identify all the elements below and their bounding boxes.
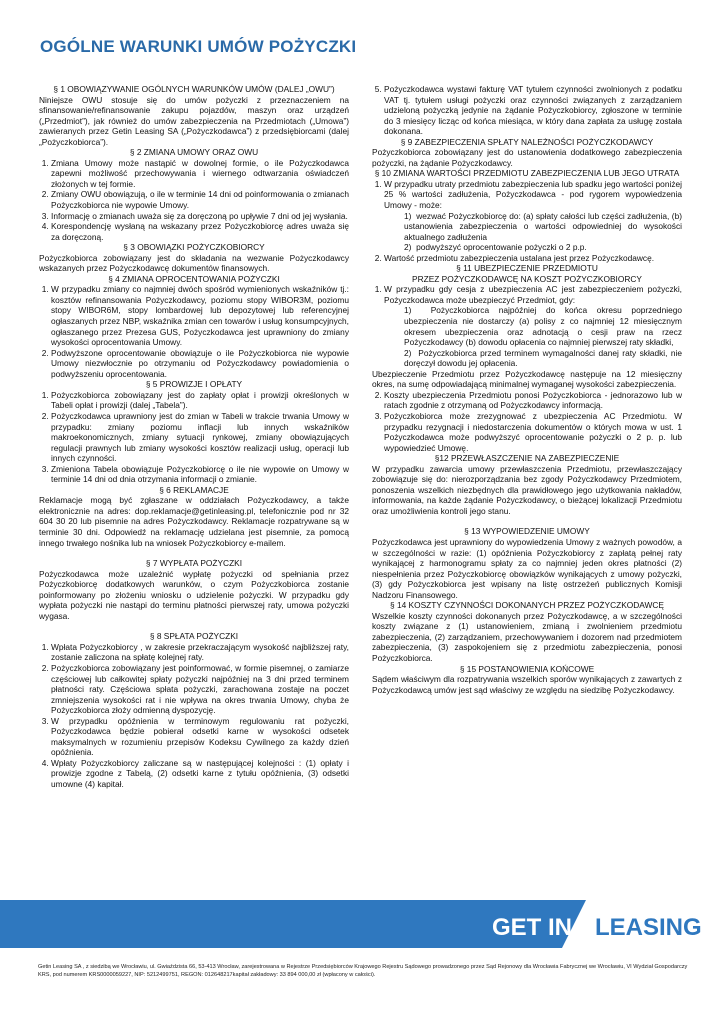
list-item: 2. Podwyższone oprocentowanie obowiązuje o ile Pożyczkobiorca nie wypowie Umowy niezwłocznie po otrzymaniu od Pożyczkodawcy powiadomienia o podwyższeniu oprocentowania. [51,348,349,380]
list-item: 5. Pożyczkodawca wystawi fakturę VAT tytułem czynności zwolnionych z podatku VAT tj. tytułem usługi pożyczki oraz czynności związanych z zarządzaniem udzieloną pożyczką jedynie na żądanie Pożyczkobiorcy, zgłoszone w terminie do 3 miesięcy licząc od końca miesiąca, w który dana zapłata za usługę została dokonana. [384,84,682,137]
list-item [384,284,682,368]
section-heading: § 1 OBOWIĄZYWANIE OGÓLNYCH WARUNKÓW UMÓW (DALEJ „OWU”) [53,84,335,94]
list-item: 1. Zmiana Umowy może nastąpić w dowolnej formie, o ile Pożyczkodawca zapewni możliwość przechowywania i wiernego odtwarzania oświadczeń złożonych w tej formie. [51,158,349,190]
numbered-list [39,284,349,379]
getin-leasing-logo [0,900,724,948]
section-heading: § 8 SPŁATA POŻYCZKI [149,631,239,642]
sub-list-item: 1) Pożyczkobiorca najpóźniej do końca okresu poprzedniego ubezpieczenia nie dostarczy (a) polisy z co najmniej 12 miesięcznym okresem ubezpieczenia oraz adnotacją o cesji praw na rzecz Pożyczkodawcy (b) dowodu opłacenia co najmniej pierwszej raty składki, [404,305,682,348]
brand-banner [0,900,724,948]
logo-text-get-in: GET IN [492,914,573,941]
section-heading: § 2 ZMIANA UMOWY ORAZ OWU [129,147,259,158]
numbered-list [372,390,682,453]
list-item: 3. W przypadku opóźnienia w terminowym regulowaniu rat pożyczki, Pożyczkodawca będzie pobierał odsetki karne w wysokości odsetek maksymalnych w rozumieniu przepisów Kodeksu Cywilnego za każdy dzień opóźnienia. [51,716,349,758]
list-item: 1. Pożyczkobiorca zobowiązany jest do zapłaty opłat i prowizji określonych w Tabeli opłat i prowizji (dalej „Tabela”). [51,390,349,411]
sub-list-item: 2) Pożyczkobiorca przed terminem wymagalności danej raty składki, nie doręczył dowodu jej opłacenia. [404,347,683,369]
list-item: 4. Wpłaty Pożyczkobiorcy zaliczane są w następującej kolejności : (1) opłaty i prowizje zgodne z Tabelą, (2) odsetki karne z tytułu opóźnienia, (3) odsetki umowne (4) kapitał. [51,758,349,790]
section-heading: § 10 ZMIANA WARTOŚCI PRZEDMIOTU ZABEZPIECZENIA LUB JEGO UTRATA [374,168,680,179]
list-item: 2. Koszty ubezpieczenia Przedmiotu ponosi Pożyczkobiorca - jednorazowo lub w ratach zgodnie z otrzymaną od Pożyczkodawcy informacją. [384,390,682,411]
section-heading: § 4 ZMIANA OPROCENTOWANIA POŻYCZKI [108,273,280,284]
list-item: 3. Informację o zmianach uważa się za doręczoną po upływie 7 dni od jej wysłania. [51,211,349,222]
sub-list [384,211,682,253]
list-item: 2. Zmiany OWU obowiązują, o ile w terminie 14 dni od poinformowania o zmianach Pożyczkobiorca nie wypowie Umowy. [51,189,349,210]
logo-text-leasing: LEASING [595,914,702,941]
list-item: 1. Wpłata Pożyczkobiorcy , w zakresie przekraczającym wysokość najbliższej raty, zostanie zaliczona na spłatę kolejnej raty. [51,642,349,663]
section-heading: § 15 POSTANOWIENIA KOŃCOWE [459,663,595,674]
section-heading: § 13 WYPOWIEDZENIE UMOWY [464,526,590,537]
sub-list-item: 2) podwyższyć oprocentowanie pożyczki o 2 p.p. [404,242,587,253]
numbered-list [372,179,682,263]
section-text: Ubezpieczenie Przedmiotu przez Pożyczkodawcę następuje na 12 miesięczny okres, na sumę odpowiadającą minimalnej wymaganej wysokości zabezpieczenia. [372,368,682,390]
section-heading: §12 PRZEWŁASZCZENIE NA ZABEZPIECZENIE [434,453,620,464]
right-column [372,84,682,695]
sub-list-item: 1) wezwać Pożyczkobiorcę do: (a) spłaty całości lub części zadłużenia, (b) ustanowienia zabezpieczenia o wartości odpowiedniej do wysokości aktualnego zadłużenia [404,210,682,242]
list-item: 2. Pożyczkodawca uprawniony jest do zmian w Tabeli w trakcie trwania Umowy w przypadku: zmiany poziomu inflacji lub innych wskaźników makroekonomicznych, zmiany sytuacji rynkowej, zmiany obowiązujących regulacji prawnych lub zmiany wysokości kosztów realizacji usług, operacji lub innych czynności. [51,411,349,464]
section-heading: § 6 REKLAMACJE [159,484,229,495]
section-text: Pożyczkodawca może uzależnić wypłatę pożyczki od spełniania przez Pożyczkobiorcę dodatkowych warunków, o czym Pożyczkobiorca zostanie poinformowany po złożeniu wniosku o udzielenie pożyczki. W przypadku gdy wypłata pożyczki nie nastąpi do terminu płatności pierwszej raty, umowa pożyczki wygasa. [39,568,349,621]
sub-list [384,305,682,368]
section-text: Niniejsze OWU stosuje się do umów pożyczki z przeznaczeniem na sfinansowanie/refinansowanie zakupu pojazdów, maszyn oraz urządzeń („Przedmiot”), jak również do umów zabezpieczenia na Przedmiotach („Umowa”) zawieranych przez Getin Leasing SA („Pożyczkodawca”) z przedsiębiorcami (dalej „Pożyczkobiorca”). [39,94,349,147]
section-text: Sądem właściwym dla rozpatrywania wszelkich sporów wynikających z zawartych z Pożyczkodawcą umów jest sąd właściwy ze względu na siedzibę Pożyczkodawcy. [372,674,682,695]
list-item-text: W przypadku gdy cesja z ubezpieczenia AC jest zabezpieczeniem pożyczki, Pożyczkodawca może ubezpieczyć Przedmiot, gdy: [384,284,682,305]
numbered-list [372,84,682,137]
section-heading: § 14 KOSZTY CZYNNOŚCI DOKONANYCH PRZEZ POŻYCZKODAWCĘ [390,600,664,611]
section-heading: § 3 OBOWIĄZKI POŻYCZKOBIORCY [123,242,265,253]
list-item-text: W przypadku utraty przedmiotu zabezpieczenia lub spadku jego wartości poniżej 25 % wartości zadłużenia, Pożyczkodawca - pod rygorem wypowiedzenia Umowy - może: [384,178,682,211]
section-heading: § 9 ZABEZPIECZENIA SPŁATY NALEŻNOŚCI POŻYCZKODAWCY [400,136,654,147]
section-text: W przypadku zawarcia umowy przewłaszczenia Przedmiotu, przewłaszczający zobowiązuje się do: nierozporządzania bez zgody Pożyczkodawcy Przedmiotem, ponoszenia wszelkich niezbędnych dla prawidłowego jego użytkowania nakładów, informowania, na każde żądanie Pożyczkodawcy, o bieżącej lokalizacji Przedmiotu oraz umożliwienia kontroli jego stanu. [372,463,682,516]
section-heading: § 5 PROWIZJE I OPŁATY [145,379,243,390]
list-item: 2. Pożyczkobiorca zobowiązany jest poinformować, w formie pisemnej, o zamiarze częściowej lub całkowitej spłaty pożyczki najpóźniej na 3 dni przed terminem płatności raty. Częściowa spłata pożyczki, zarachowana zostaje na poczet zmniejszenia wysokości rat i nie wpływa na okres trwania Umowy, chyba że Pożyczkobiorca złoży odmienną dyspozycję. [51,663,349,716]
list-item [384,179,682,253]
list-item: 1. W przypadku zmiany co najmniej dwóch spośród wymienionych wskaźników tj.: kosztów refinansowania Pożyczkodawcy, poziomu stopy WIBOR3M, poziomu stopy WIBOR6M, stopy lombardowej lub depozytowej lub referencyjnej ogłaszanych przez NBP, wskaźnika zmian cen towarów i usług konsumpcyjnych, ogłaszanego przez Prezesa GUS, Pożyczkodawca jest uprawniony do zmiany wysokości oprocentowania Umowy. [51,284,349,347]
left-column [39,84,349,790]
list-item: 3. Pożyczkobiorca może zrezygnować z ubezpieczenia AC Przedmiotu. W przypadku rezygnacji i niedostarczenia dokumentów o których mowa w ust. 1 Pożyczkodawca może podwyższyć oprocentowanie pożyczki o 2 p. p. lub wypowiedzieć Umowę. [384,411,682,453]
section-text: Wszelkie koszty czynności dokonanych przez Pożyczkodawcę, a w szczególności koszty związane z (1) ustanowieniem, zmianą i zwolnieniem przedmiotu zabezpieczenia, (2) zarządzaniem, przechowywaniem i dozorem nad przedmiotem zabezpieczenia, (3) zaspokojeniem się z przedmiotu zabezpieczenia, ponosi Pożyczkobiorca. [372,610,682,663]
section-subheading: PRZEZ POŻYCZKODAWCĘ NA KOSZT POŻYCZKOBIORCY [412,273,642,284]
section-heading: § 7 WYPŁATA POŻYCZKI [145,558,243,569]
numbered-list [39,158,349,242]
section-text: Pożyczkobiorca zobowiązany jest do ustanowienia dodatkowego zabezpieczenia pożyczki, na żądanie Pożyczkodawcy. [372,147,682,168]
section-text: Pożyczkodawca jest uprawniony do wypowiedzenia Umowy z ważnych powodów, a w szczególności w razie: (1) opóźnienia Pożyczkobiorcy z zapłatą pełnej raty wynikającej z harmonogramu spłaty za co najmniej jeden okres płatności (2) niespełnienia przez Pożyczkobiorcę obowiązków wynikających z umowy pożyczki, (3) gdy Pożyczkobiorca jest wpisany na listę ostrzeżeń publicznych Komisji Nadzoru Finansowego. [372,536,682,600]
section-text: Reklamacje mogą być zgłaszane w oddziałach Pożyczkodawcy, a także elektronicznie na adres: dop.reklamacje@getinleasing.pl, telefonicznie pod nr 32 604 30 20 lub pisemnie na adres Pożyczkodawcy. Reklamacje rozpatrywane są w terminie 30 dni. Odpowiedź na reklamację udzielana jest pisemnie, za pomocą innego trwałego nośnika lub na wniosek Pożyczkobiorcy e-mailem. [39,495,349,548]
company-footer: Getin Leasing SA , z siedzibą we Wrocławiu, ul. Gwiaździsta 66, 53-413 Wrocław, zarejestrowana w Rejestrze Przedsiębiorców Krajowego Rejestru Sądowego prowadzonego przez Sąd Rejonowy dla Wrocławia Fabrycznej we Wrocławiu, VI Wydział Gospodarczy KRS, pod numerem KRS0000059227, NIP: 5212499751, REGON: 012648217kapitał zakładowy: 33 894 000,00 zł (wpłacony w całości). [38,964,688,978]
page-title: OGÓLNE WARUNKI UMÓW POŻYCZKI [40,37,357,56]
list-item: 2. Wartość przedmiotu zabezpieczenia ustalana jest przez Pożyczkodawcę. [384,253,682,264]
numbered-list [39,642,349,790]
numbered-list [372,284,682,368]
section-heading: § 11 UBEZPIECZENIE PRZEDMIOTU [456,263,598,274]
list-item: 3. Zmieniona Tabela obowiązuje Pożyczkobiorcę o ile nie wypowie on Umowy w terminie 14 dni od dnia otrzymania informacji o zmianie. [51,464,349,485]
section-text: Pożyczkobiorca zobowiązany jest do składania na wezwanie Pożyczkodawcy wskazanych przez Pożyczkodawcę dokumentów finansowych. [39,252,349,274]
list-item: 4. Korespondencję wysłaną na wskazany przez Pożyczkobiorcę adres uważa się za doręczoną. [51,221,349,242]
numbered-list [39,390,349,485]
